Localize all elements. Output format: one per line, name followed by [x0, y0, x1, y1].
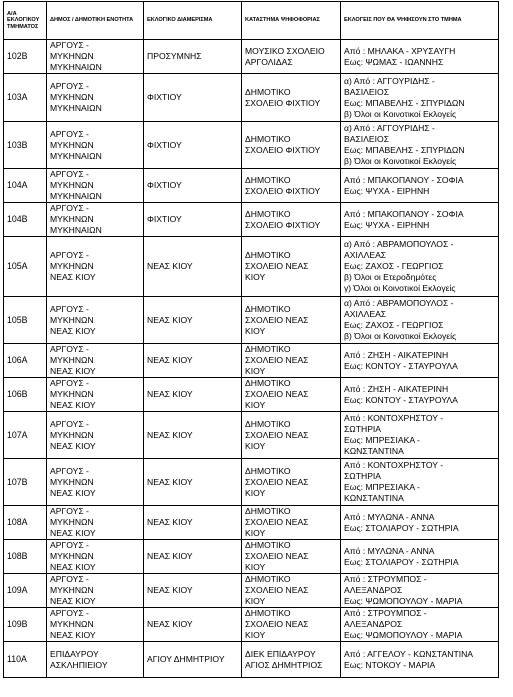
cell-line: Από : ΜΠΑΚΟΠΑΝΟΥ - ΣΟΦΙΑ [344, 174, 464, 185]
cell-line: ΜΥΚΗΝΑΙΩΝ [50, 62, 102, 72]
cell-line: ΣΩΤΗΡΙΑ [344, 471, 382, 481]
table-row [4, 40, 499, 74]
cell-line: β) Όλοι οι Κοινοτικοί Εκλογείς [344, 108, 457, 119]
cell-electoral-district [144, 169, 242, 203]
cell-line: Από : ΣΤΡΟΥΜΠΟΣ - [344, 608, 427, 618]
cell-section-code: 106Β [4, 378, 47, 412]
cell-line: ΚΙΟΥ [245, 596, 266, 606]
cell-line: Από : ΜΠΑΚΟΠΑΝΟΥ - ΣΟΦΙΑ [344, 208, 464, 219]
cell-electoral-district [144, 412, 242, 459]
cell-line: ΑΣΚΛΗΠΙΕΙΟΥ [50, 659, 108, 670]
cell-electoral-district [144, 203, 242, 237]
header-voters-range: ΕΚΛΟΓΕΙΣ ΠΟΥ ΘΑ ΨΗΦΙΣΟΥΝ ΣΤΟ ΤΜΗΜΑ [341, 2, 499, 40]
cell-line: ΝΕΑΣ ΚΙΟΥ [50, 630, 96, 640]
cell-voters-range [341, 642, 499, 678]
cell-voters-range [341, 237, 499, 297]
table-row [4, 506, 499, 540]
cell-municipality [47, 297, 144, 344]
cell-voters-range [341, 40, 499, 74]
cell-electoral-district [144, 344, 242, 378]
cell-line: ΣΧΟΛΕΙΟ ΝΕΑΣ [245, 551, 309, 561]
cell-line: ΝΕΑΣ ΚΙΟΥ [50, 528, 96, 538]
cell-line: ΜΥΚΗΝΩΝ [50, 139, 94, 150]
cell-line: ΔΗΜΟΤΙΚΟ [245, 540, 291, 550]
table-row [4, 344, 499, 378]
cell-line: ΑΡΓΟΥΣ - [50, 40, 89, 50]
cell-line: ΔΗΜΟΤΙΚΟ [245, 378, 291, 388]
cell-line: ΑΡΓΟΥΣ - [50, 506, 89, 516]
table-header-row [4, 2, 499, 40]
cell-line: ΑΡΓΟΥΣ - [50, 169, 89, 179]
cell-electoral-district [144, 540, 242, 574]
cell-line: ΑΡΓΟΥΣ - [50, 203, 89, 213]
cell-section-code: 107Α [4, 412, 47, 459]
cell-line: Εως: ΨΥΧΑ - ΕΙΡΗΝΗ [344, 185, 430, 196]
cell-line: ΝΕΑΣ ΚΙΟΥ [50, 400, 96, 410]
cell-polling-station [242, 74, 341, 122]
cell-line: ΜΥΚΗΝΩΝ [50, 619, 94, 629]
cell-line: ΒΑΣΙΛΕΙΟΣ [344, 86, 390, 97]
cell-line: ΔΗΜΟΤΙΚΟ [245, 465, 291, 476]
cell-line: ΑΡΓΟΥΣ - [50, 608, 89, 618]
table-row [4, 459, 499, 506]
cell-polling-station [242, 574, 341, 608]
cell-line: ΦΙΧΤΙΟΥ [147, 180, 182, 190]
cell-line: ΝΕΑΣ ΚΙΟΥ [147, 355, 193, 365]
cell-voters-range [341, 122, 499, 169]
cell-line: β) Όλοι οι Κοινοτικοί Εκλογείς [344, 331, 457, 341]
cell-section-code: 108Α [4, 506, 47, 540]
cell-section-code: 104Α [4, 169, 47, 203]
cell-line: ΔΗΜΟΤΙΚΟ [245, 574, 291, 584]
cell-line: ΜΥΚΗΝΩΝ [50, 314, 94, 325]
cell-voters-range [341, 459, 499, 506]
cell-line: ΝΕΑΣ ΚΙΟΥ [50, 325, 96, 336]
cell-line: ΑΧΙΛΛΕΑΣ [344, 309, 387, 319]
cell-line: ΔΗΜΟΤΙΚΟ [245, 134, 291, 144]
cell-line: Εως: ΨΩΜΑΣ - ΙΩΑΝΝΗΣ [344, 56, 444, 67]
cell-line: ΒΑΣΙΛΕΙΟΣ [344, 134, 390, 144]
cell-municipality [47, 237, 144, 297]
cell-polling-station [242, 203, 341, 237]
cell-polling-station [242, 459, 341, 506]
cell-line: ΑΛΕΞΑΝΔΡΟΣ [344, 585, 403, 595]
cell-municipality [47, 344, 144, 378]
cell-line: ΔΗΜΟΤΙΚΟ [245, 608, 291, 618]
cell-line: ΝΕΑΣ ΚΙΟΥ [147, 476, 193, 487]
table-body [4, 40, 499, 678]
cell-polling-station [242, 378, 341, 412]
cell-line: α) Από : ΑΒΡΑΜΟΠΟΥΛΟΣ - [344, 239, 454, 249]
cell-municipality [47, 378, 144, 412]
cell-electoral-district [144, 237, 242, 297]
cell-line: α) Από : ΑΓΓΟΥΡΙΔΗΣ - [344, 123, 435, 133]
cell-voters-range [341, 540, 499, 574]
cell-line: ΜΥΚΗΝΩΝ [50, 517, 94, 527]
cell-line: ΚΙΟΥ [245, 325, 266, 336]
cell-line: ΝΕΑΣ ΚΙΟΥ [147, 389, 193, 399]
cell-line: ΜΥΚΗΝΩΝ [50, 476, 94, 487]
cell-line: α) Από : ΑΓΓΟΥΡΙΔΗΣ - [344, 75, 435, 86]
cell-line: ΔΗΜΟΤΙΚΟ [245, 208, 291, 219]
cell-municipality [47, 608, 144, 642]
cell-line: Εως: ΝΤΟΚΟΥ - ΜΑΡΙΑ [344, 659, 436, 670]
cell-voters-range [341, 608, 499, 642]
cell-electoral-district [144, 642, 242, 678]
cell-polling-station [242, 412, 341, 459]
cell-electoral-district [144, 122, 242, 169]
cell-electoral-district [144, 74, 242, 122]
cell-electoral-district [144, 506, 242, 540]
cell-voters-range [341, 412, 499, 459]
table-row [4, 540, 499, 574]
cell-line: ΜΥΚΗΝΩΝ [50, 214, 94, 224]
cell-line: Εως: ΨΩΜΟΠΟΥΛΟΥ - ΜΑΡΙΑ [344, 630, 463, 640]
cell-line: ΣΧΟΛΕΙΟ ΝΕΑΣ [245, 261, 309, 271]
cell-line: ΝΕΑΣ ΚΙΟΥ [147, 429, 193, 440]
cell-voters-range [341, 378, 499, 412]
cell-electoral-district [144, 297, 242, 344]
cell-line: Εως: ΣΤΟΛΙΑΡΟΥ - ΣΩΤΗΡΙΑ [344, 522, 459, 533]
cell-municipality [47, 122, 144, 169]
cell-line: Εως: ΨΥΧΑ - ΕΙΡΗΝΗ [344, 219, 430, 230]
cell-section-code: 102Β [4, 40, 47, 74]
cell-voters-range [341, 203, 499, 237]
cell-line: ΜΥΚΗΝΩΝ [50, 389, 94, 399]
cell-voters-range [341, 169, 499, 203]
cell-line: Εως: ΜΠΡΕΣΙΑΚΑ - [344, 435, 420, 445]
cell-municipality [47, 169, 144, 203]
cell-line: ΣΧΟΛΕΙΟ ΝΕΑΣ [245, 429, 309, 440]
header-municipality: ΔΗΜΟΣ / ΔΗΜΟΤΙΚΗ ΕΝΟΤΗΤΑ [47, 2, 144, 40]
cell-line: ΔΙΕΚ ΕΠΙΔΑΥΡΟΥ [245, 648, 316, 659]
cell-line: ΚΙΟΥ [245, 630, 266, 640]
polling-sections-table [3, 1, 499, 678]
cell-line: ΣΧΟΛΕΙΟ ΝΕΑΣ [245, 517, 309, 527]
cell-line: ΚΙΟΥ [245, 440, 266, 451]
cell-section-code: 103Β [4, 122, 47, 169]
cell-line: ΜΥΚΗΝΑΙΩΝ [50, 103, 102, 113]
cell-line: Από : ΚΟΝΤΟΧΡΗΣΤΟΥ - [344, 413, 444, 423]
cell-voters-range [341, 574, 499, 608]
table-row [4, 642, 499, 678]
cell-line: ΑΡΓΟΥΣ - [50, 303, 89, 314]
cell-section-code: 105Α [4, 237, 47, 297]
cell-section-code: 106Α [4, 344, 47, 378]
cell-line: ΣΧΟΛΕΙΟ ΝΕΑΣ [245, 619, 309, 629]
header-section-number: Α/Α ΕΚΛΟΓΙΚΟΥ ΤΜΗΜΑΤΟΣ [4, 2, 47, 40]
cell-line: Από : ΚΟΝΤΟΧΡΗΣΤΟΥ - [344, 460, 444, 470]
cell-line: Από : ΜΥΛΩΝΑ - ΑΝΝΑ [344, 511, 435, 522]
cell-polling-station [242, 540, 341, 574]
cell-polling-station [242, 297, 341, 344]
cell-electoral-district [144, 574, 242, 608]
cell-line: ΣΧΟΛΕΙΟ ΦΙΧΤΙΟΥ [245, 97, 321, 108]
cell-line: ΑΡΓΟΛΙΔΑΣ [245, 56, 293, 67]
cell-line: ΔΗΜΟΤΙΚΟ [245, 86, 291, 97]
cell-municipality [47, 459, 144, 506]
cell-line: Εως: ΖΑΧΟΣ - ΓΕΩΡΓΙΟΣ [344, 320, 444, 330]
cell-municipality [47, 40, 144, 74]
cell-line: Από : ΖΗΣΗ - ΑΙΚΑΤΕΡΙΝΗ [344, 349, 449, 360]
cell-line: ΜΥΚΗΝΩΝ [50, 92, 94, 102]
cell-line: ΑΡΓΟΥΣ - [50, 250, 89, 260]
table-row [4, 237, 499, 297]
cell-line: Από : ΜΥΛΩΝΑ - ΑΝΝΑ [344, 545, 435, 556]
cell-line: β) Όλοι οι Ετεροδημότες [344, 272, 437, 282]
cell-polling-station [242, 506, 341, 540]
cell-line: ΣΩΤΗΡΙΑ [344, 424, 382, 434]
cell-line: Από : ΑΓΓΕΛΟΥ - ΚΩΝΣΤΑΝΤΙΝΑ [344, 648, 474, 659]
cell-line: ΜΥΚΗΝΩΝ [50, 355, 94, 365]
cell-line: ΑΡΓΟΥΣ - [50, 574, 89, 584]
cell-line: ΑΡΓΟΥΣ - [50, 540, 89, 550]
cell-line: ΜΥΚΗΝΩΝ [50, 429, 94, 440]
cell-line: ΝΕΑΣ ΚΙΟΥ [50, 366, 96, 376]
cell-line: ΜΥΚΗΝΑΙΩΝ [50, 225, 102, 235]
cell-line: ΝΕΑΣ ΚΙΟΥ [50, 272, 96, 282]
cell-line: ΣΧΟΛΕΙΟ ΝΕΑΣ [245, 476, 309, 487]
cell-line: ΑΡΓΟΥΣ - [50, 418, 89, 429]
header-polling-station: ΚΑΤΑΣΤΗΜΑ ΨΗΦΟΦΟΡΙΑΣ [242, 2, 341, 40]
cell-section-code: 103Α [4, 74, 47, 122]
cell-municipality [47, 203, 144, 237]
cell-electoral-district [144, 608, 242, 642]
cell-section-code: 108Β [4, 540, 47, 574]
cell-line: ΣΧΟΛΕΙΟ ΝΕΑΣ [245, 355, 309, 365]
cell-line: ΝΕΑΣ ΚΙΟΥ [147, 619, 193, 629]
cell-line: ΑΓΙΟΥ ΔΗΜΗΤΡΙΟΥ [147, 654, 225, 664]
cell-line: ΝΕΑΣ ΚΙΟΥ [147, 314, 193, 325]
cell-line: ΝΕΑΣ ΚΙΟΥ [147, 261, 193, 271]
cell-line: ΝΕΑΣ ΚΙΟΥ [50, 440, 96, 451]
cell-line: ΕΠΙΔΑΥΡΟΥ [50, 648, 99, 659]
cell-line: Εως: ΚΟΝΤΟΥ - ΣΤΑΥΡΟΥΛΑ [344, 360, 458, 371]
cell-line: ΚΙΟΥ [245, 562, 266, 572]
cell-line: ΚΙΟΥ [245, 272, 266, 282]
table-row [4, 412, 499, 459]
cell-line: Εως: ΜΠΡΕΣΙΑΚΑ - [344, 482, 420, 492]
header-electoral-district: ΕΚΛΟΓΙΚΟ ΔΙΑΜΕΡΙΣΜΑ [144, 2, 242, 40]
cell-line: ΣΧΟΛΕΙΟ ΝΕΑΣ [245, 314, 309, 325]
cell-line: ΔΗΜΟΤΙΚΟ [245, 250, 291, 260]
table-row [4, 297, 499, 344]
cell-voters-range [341, 74, 499, 122]
cell-municipality [47, 412, 144, 459]
cell-line: ΣΧΟΛΕΙΟ ΦΙΧΤΙΟΥ [245, 185, 321, 196]
cell-line: Εως: ΨΩΜΟΠΟΥΛΟΥ - ΜΑΡΙΑ [344, 596, 463, 606]
cell-line: ΦΙΧΤΙΟΥ [147, 139, 182, 150]
cell-line: ΜΥΚΗΝΑΙΩΝ [50, 150, 102, 161]
cell-line: ΑΡΓΟΥΣ - [50, 378, 89, 388]
cell-line: ΑΡΓΟΥΣ - [50, 128, 89, 139]
cell-line: ΜΥΚΗΝΩΝ [50, 261, 94, 271]
cell-line: ΑΧΙΛΛΕΑΣ [344, 250, 387, 260]
cell-line: ΦΙΧΤΙΟΥ [147, 214, 182, 224]
cell-line: ΠΡΟΣΥΜΝΗΣ [147, 51, 202, 61]
cell-line: ΦΙΧΤΙΟΥ [147, 92, 182, 102]
cell-line: ΣΧΟΛΕΙΟ ΝΕΑΣ [245, 389, 309, 399]
cell-line: α) Από : ΑΒΡΑΜΟΠΟΥΛΟΣ - [344, 298, 454, 308]
cell-line: ΣΧΟΛΕΙΟ ΝΕΑΣ [245, 585, 309, 595]
cell-electoral-district [144, 40, 242, 74]
cell-line: Από : ΣΤΡΟΥΜΠΟΣ - [344, 574, 427, 584]
table-row [4, 608, 499, 642]
cell-line: ΜΥΚΗΝΩΝ [50, 51, 94, 61]
cell-line: ΑΡΓΟΥΣ - [50, 344, 89, 354]
cell-polling-station [242, 642, 341, 678]
document-page [3, 1, 509, 678]
cell-polling-station [242, 237, 341, 297]
cell-line: ΚΙΟΥ [245, 528, 266, 538]
cell-voters-range [341, 506, 499, 540]
cell-section-code: 109Α [4, 574, 47, 608]
cell-line: ΔΗΜΟΤΙΚΟ [245, 174, 291, 185]
cell-line: Από : ΖΗΣΗ - ΑΙΚΑΤΕΡΙΝΗ [344, 383, 449, 394]
cell-line: ΔΗΜΟΤΙΚΟ [245, 303, 291, 314]
cell-line: Εως: ΜΠΑΒΕΛΗΣ - ΣΠΥΡΙΔΩΝ [344, 97, 465, 108]
cell-line: ΝΕΑΣ ΚΙΟΥ [50, 596, 96, 606]
cell-municipality [47, 540, 144, 574]
cell-voters-range [341, 297, 499, 344]
cell-line: γ) Όλοι οι Κοινοτικοί Εκλογείς [344, 283, 456, 293]
cell-line: Εως: ΜΠΑΒΕΛΗΣ - ΣΠΥΡΙΔΩΝ [344, 145, 465, 155]
cell-line: ΑΓΙΟΣ ΔΗΜΗΤΡΙΟΣ [245, 659, 323, 670]
cell-line: Εως: ΣΤΟΛΙΑΡΟΥ - ΣΩΤΗΡΙΑ [344, 556, 459, 567]
table-row [4, 378, 499, 412]
cell-line: ΜΟΥΣΙΚΟ ΣΧΟΛΕΙΟ [245, 45, 325, 56]
cell-line: ΝΕΑΣ ΚΙΟΥ [50, 487, 96, 498]
cell-line: β) Όλοι οι Κοινοτικοί Εκλογείς [344, 156, 457, 166]
cell-line: ΜΥΚΗΝΩΝ [50, 180, 94, 190]
table-row [4, 122, 499, 169]
cell-section-code: 107Β [4, 459, 47, 506]
cell-line: ΚΙΟΥ [245, 487, 266, 498]
cell-section-code: 104Β [4, 203, 47, 237]
cell-line: Εως: ΚΟΝΤΟΥ - ΣΤΑΥΡΟΥΛΑ [344, 394, 458, 405]
cell-line: ΚΙΟΥ [245, 366, 266, 376]
cell-line: ΝΕΑΣ ΚΙΟΥ [147, 517, 193, 527]
cell-line: ΔΗΜΟΤΙΚΟ [245, 506, 291, 516]
cell-line: ΑΡΓΟΥΣ - [50, 465, 89, 476]
cell-line: ΜΥΚΗΝΩΝ [50, 585, 94, 595]
cell-polling-station [242, 344, 341, 378]
cell-line: ΜΥΚΗΝΑΙΩΝ [50, 191, 102, 201]
cell-line: ΣΧΟΛΕΙΟ ΦΙΧΤΙΟΥ [245, 145, 321, 155]
cell-polling-station [242, 122, 341, 169]
cell-line: ΔΗΜΟΤΙΚΟ [245, 418, 291, 429]
cell-electoral-district [144, 378, 242, 412]
table-row [4, 574, 499, 608]
cell-section-code: 110Α [4, 642, 47, 678]
cell-line: ΔΗΜΟΤΙΚΟ [245, 344, 291, 354]
cell-line: ΝΕΑΣ ΚΙΟΥ [50, 562, 96, 572]
cell-line: ΝΕΑΣ ΚΙΟΥ [147, 551, 193, 561]
cell-polling-station [242, 608, 341, 642]
cell-municipality [47, 506, 144, 540]
cell-municipality [47, 642, 144, 678]
cell-line: ΣΧΟΛΕΙΟ ΦΙΧΤΙΟΥ [245, 219, 321, 230]
cell-polling-station [242, 169, 341, 203]
cell-line: ΜΥΚΗΝΩΝ [50, 551, 94, 561]
cell-line: ΚΩΝΣΤΑΝΤΙΝΑ [344, 446, 404, 456]
cell-line: Από : ΜΗΛΑΚΑ - ΧΡΥΣΑΥΓΗ [344, 45, 456, 56]
cell-voters-range [341, 344, 499, 378]
cell-line: ΑΛΕΞΑΝΔΡΟΣ [344, 619, 403, 629]
cell-line: Εως: ΖΑΧΟΣ - ΓΕΩΡΓΙΟΣ [344, 261, 444, 271]
cell-line: ΚΙΟΥ [245, 400, 266, 410]
cell-polling-station [242, 40, 341, 74]
cell-municipality [47, 574, 144, 608]
cell-electoral-district [144, 459, 242, 506]
cell-section-code: 105Β [4, 297, 47, 344]
cell-section-code: 109Β [4, 608, 47, 642]
table-row [4, 74, 499, 122]
cell-line: ΝΕΑΣ ΚΙΟΥ [147, 585, 193, 595]
cell-municipality [47, 74, 144, 122]
table-row [4, 169, 499, 203]
cell-line: ΑΡΓΟΥΣ - [50, 81, 89, 91]
cell-line: ΚΩΝΣΤΑΝΤΙΝΑ [344, 493, 404, 503]
table-row [4, 203, 499, 237]
